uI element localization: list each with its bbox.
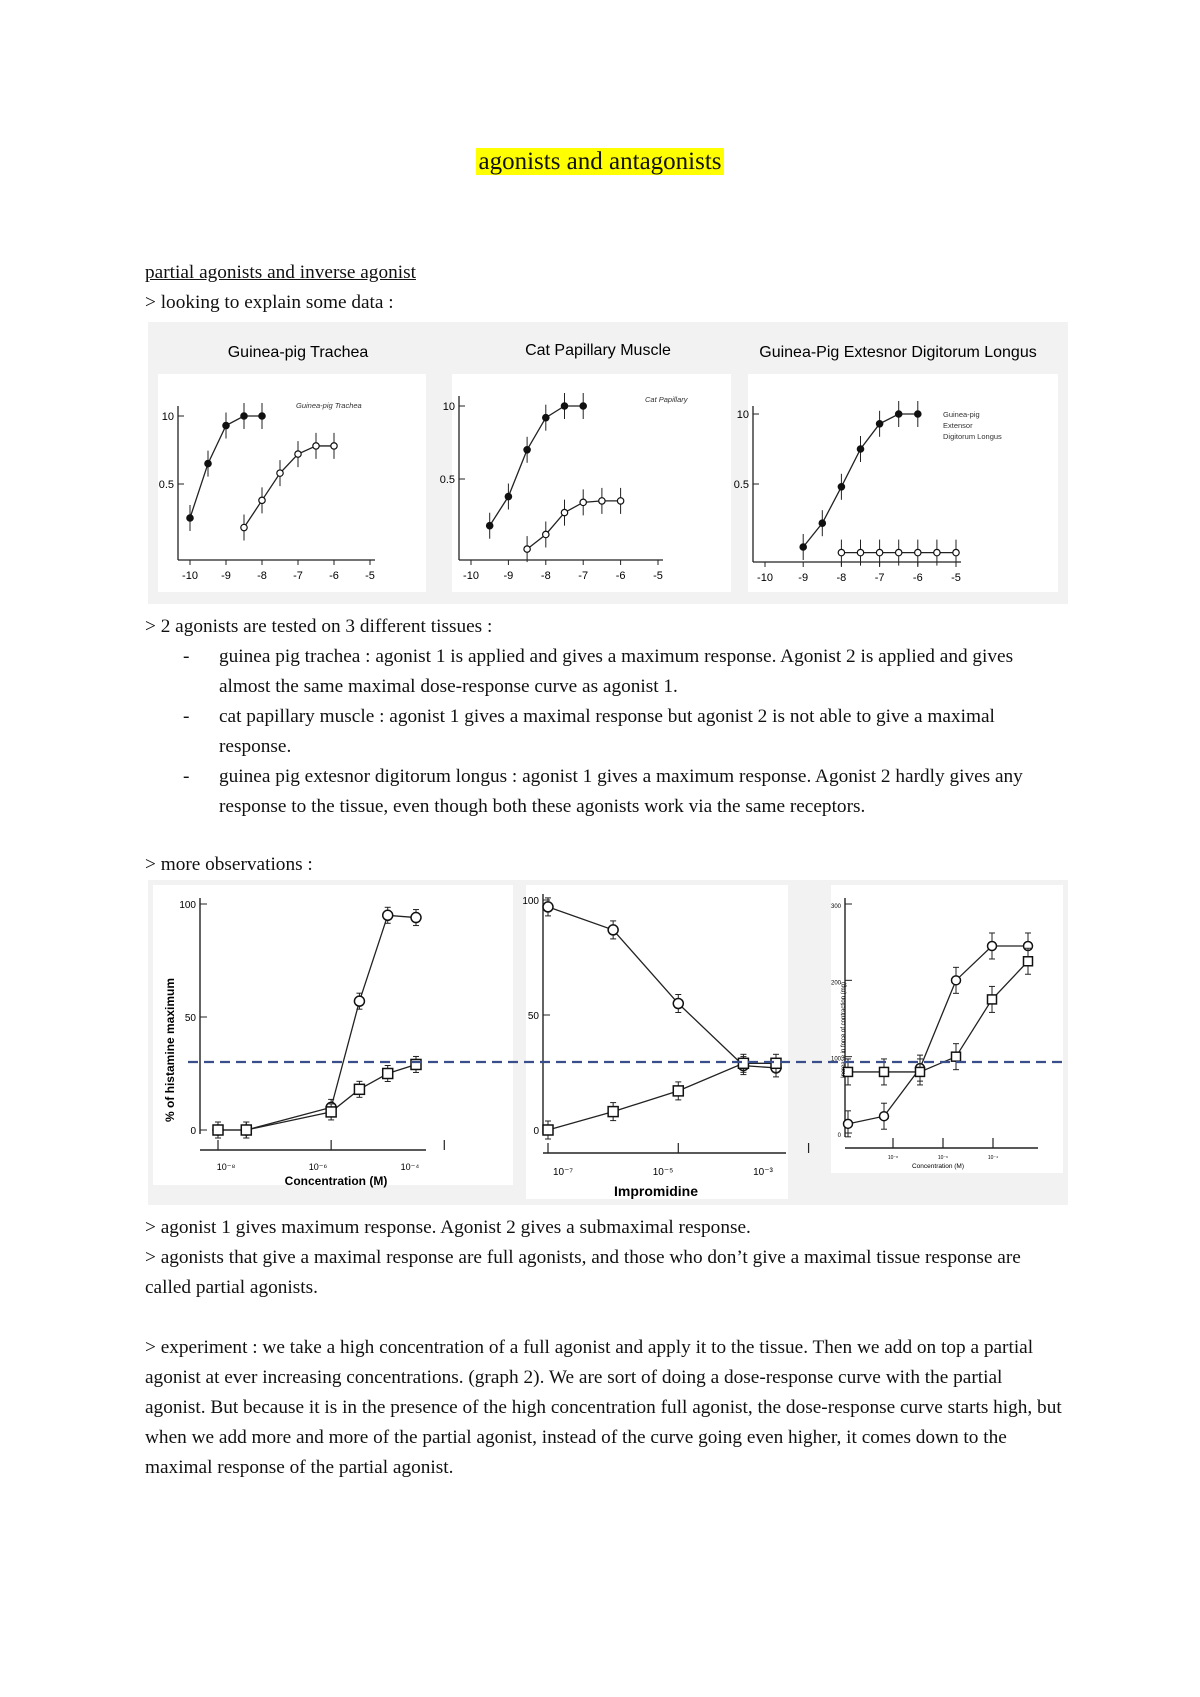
x-tick-label: -6 xyxy=(912,572,923,584)
figure1-panel2-bg xyxy=(452,374,731,592)
square-marker xyxy=(354,1084,364,1094)
agonist-1-point xyxy=(580,403,586,409)
figure1-panel1-legend: Guinea-pig Trachea xyxy=(296,401,362,410)
square-marker xyxy=(383,1069,393,1079)
figure2-panel3-xlabel: Concentration (M) xyxy=(911,1163,965,1170)
square-marker xyxy=(326,1107,336,1117)
square-marker xyxy=(771,1058,781,1068)
x-tick-label: -10 xyxy=(463,570,479,582)
figure1-panel3-title: Guinea-Pig Extesnor Digitorum Longus xyxy=(759,344,1037,361)
x-tick-label: -8 xyxy=(257,570,267,582)
figure2-panel3-bg xyxy=(831,885,1063,1173)
figure1-panel2 xyxy=(440,374,731,592)
agonist-2-point xyxy=(277,470,283,476)
agonist-2-point xyxy=(313,443,319,449)
x-tick-label: -6 xyxy=(329,570,339,582)
figure2-panel2-xtick: 10⁻⁷ xyxy=(552,1167,574,1178)
x-tick-label: -9 xyxy=(798,572,809,584)
x-tick-label: -7 xyxy=(874,572,885,584)
bullet-item: - guinea pig trachea : agonist 1 is applied and gives a maximum response. Agonist 2 is applied and gives almost the same maximal dose-response curve as agonist 1. xyxy=(145,642,1065,702)
title-text: agonists and antagonists xyxy=(478,148,722,175)
y-tick-label: 0.5 xyxy=(158,479,174,491)
agonist-2-point xyxy=(617,498,623,504)
figure1-panel1-bg xyxy=(158,374,426,592)
x-tick-label: -5 xyxy=(951,572,961,584)
tested-line: > 2 agonists are tested on 3 different tissues : xyxy=(145,616,493,637)
bullet-list xyxy=(145,642,1065,822)
circle-marker xyxy=(880,1112,889,1121)
y-tick-label: 200 xyxy=(830,980,841,987)
figure2-panel1-xtick: 10⁻⁴ xyxy=(400,1162,420,1172)
agonist-2-point xyxy=(241,524,247,530)
x-tick-label: -7 xyxy=(578,570,589,582)
agonist-1-point xyxy=(505,493,511,499)
agonist-1-point xyxy=(819,520,825,526)
figure-observations xyxy=(148,880,1068,1205)
agonist-2-point xyxy=(599,498,605,504)
more-observations: > more observations : xyxy=(145,854,313,875)
agonist-1-point xyxy=(259,413,265,419)
square-marker xyxy=(543,1125,553,1135)
square-marker xyxy=(608,1107,618,1117)
intro-line: > looking to explain some data : xyxy=(145,292,394,313)
x-tick-label: -10 xyxy=(757,572,773,584)
x-tick-label: -10 xyxy=(182,570,198,582)
y-tick-label: 50 xyxy=(527,1011,539,1022)
agonist-2-point xyxy=(896,549,902,555)
square-marker xyxy=(673,1086,683,1096)
agonist-1-point xyxy=(223,422,229,428)
square-marker xyxy=(952,1052,961,1061)
figure2-panel1-xtick: 10⁻⁸ xyxy=(216,1162,236,1172)
agonist-1-point xyxy=(205,460,211,466)
figure1-panel3-legend-3: Digitorum Longus xyxy=(943,432,1002,441)
x-tick-label: -9 xyxy=(503,570,514,582)
agonist-1-point xyxy=(857,446,863,452)
square-marker xyxy=(213,1125,223,1135)
square-marker xyxy=(988,995,997,1004)
figure2-panel2-xlabel: Impromidine xyxy=(613,1183,699,1199)
y-tick-label: 0 xyxy=(190,1126,196,1137)
square-marker xyxy=(1024,957,1033,966)
agonist-1-point xyxy=(487,523,493,529)
agonist-2-point xyxy=(915,549,921,555)
y-tick-label: 10 xyxy=(736,409,749,421)
agonist-1-point xyxy=(543,414,549,420)
agonist-2-point xyxy=(876,549,882,555)
x-tick-label: -5 xyxy=(365,570,375,582)
agonist-1-point xyxy=(876,421,882,427)
y-tick-label: 0.5 xyxy=(733,479,749,491)
agonist-2-point xyxy=(295,451,301,457)
paragraph-2: > agonists that give a maximal response are full agonists, and those who don’t give a maximal tissue response are called partial agonists. xyxy=(145,1247,1021,1298)
y-tick-label: 0 xyxy=(533,1126,539,1137)
section-heading-text: partial agonists and inverse agonist xyxy=(145,262,416,283)
agonist-2-point xyxy=(857,549,863,555)
figure1-panel3-legend-2: Extensor xyxy=(943,421,973,430)
figure1-panel3-bg xyxy=(748,374,1058,592)
circle-marker xyxy=(988,941,997,950)
agonist-2-point xyxy=(838,549,844,555)
figure-tissue-responses xyxy=(148,322,1068,604)
paragraph-3: > experiment : we take a high concentration of a full agonist and apply it to the tissue. Then we add on top a partial agonist at ever increasing concentrations. (graph 2). We are sort of doing a dose-response curve with the partial agonist. But because it is in the presence of the high concentration full agonist, the dose-response curve starts high, but when we add more and more of the partial agonist, instead of the curve going even higher, it comes down to the maximal response of the partial agonist. xyxy=(145,1337,1062,1478)
figure2-panel3-ylabel: Increase in force of contraction (mg) xyxy=(841,981,847,1079)
agonist-1-point xyxy=(187,515,193,521)
circle-marker xyxy=(844,1119,853,1128)
figure1-panel2-legend: Cat Papillary xyxy=(645,395,688,404)
circle-marker xyxy=(608,925,618,935)
agonist-2-point xyxy=(934,549,940,555)
y-tick-label: 0.5 xyxy=(439,474,455,486)
x-tick-label: -8 xyxy=(540,570,551,582)
figure1-panel1-title: Guinea-pig Trachea xyxy=(227,344,369,361)
figure1-panel3 xyxy=(734,374,1058,592)
circle-marker xyxy=(383,910,393,920)
agonist-1-point xyxy=(896,411,902,417)
square-marker xyxy=(880,1067,889,1076)
paragraph-1: > agonist 1 gives maximum response. Agonist 2 gives a submaximal response. xyxy=(145,1217,751,1238)
circle-marker xyxy=(952,976,961,985)
agonist-1-point xyxy=(915,411,921,417)
figure2-panel1-bg xyxy=(153,885,513,1185)
y-tick-label: 10 xyxy=(442,401,455,413)
circle-marker xyxy=(411,913,421,923)
bullet-item: - cat papillary muscle : agonist 1 gives a maximal response but agonist 2 is not able to give a maximal response. xyxy=(145,702,1065,762)
agonist-2-point xyxy=(543,531,549,537)
figure2-panel2-xtick: 10⁻⁵ xyxy=(652,1167,674,1178)
y-tick-label: 100 xyxy=(179,900,196,911)
agonist-1-point xyxy=(241,413,247,419)
agonist-2-point xyxy=(524,546,530,552)
square-marker xyxy=(916,1067,925,1076)
agonist-2-point xyxy=(953,549,959,555)
figure2-panel3-xtick: 10⁻⁶ xyxy=(937,1155,949,1161)
figure1-panel3-legend-1: Guinea-pig xyxy=(943,410,980,419)
agonist-2-point xyxy=(259,497,265,503)
section-heading xyxy=(145,258,1065,288)
circle-marker xyxy=(673,999,683,1009)
agonist-1-point xyxy=(800,544,806,550)
figure2-panel3-xtick: 10⁻⁴ xyxy=(987,1155,999,1161)
figure1-panel1 xyxy=(158,374,426,592)
agonist-1-point xyxy=(838,484,844,490)
y-tick-label: 0 xyxy=(837,1133,841,1139)
x-tick-label: -6 xyxy=(615,570,626,582)
square-marker xyxy=(738,1058,748,1068)
square-marker xyxy=(241,1125,251,1135)
agonist-1-point xyxy=(524,447,530,453)
y-tick-label: 300 xyxy=(830,904,841,910)
x-tick-label: -8 xyxy=(836,572,847,584)
bullet-item: - guinea pig extesnor digitorum longus : agonist 1 gives a maximum response. Agonist 2 hardly gives any response to the tissue, even though both these agonists work via the same receptors. xyxy=(145,762,1065,822)
page-title xyxy=(0,145,1200,179)
figure2-panel2-bg xyxy=(526,885,788,1199)
y-tick-label: 100 xyxy=(522,896,539,907)
figure1-panel2-title: Cat Papillary Muscle xyxy=(525,342,671,359)
x-tick-label: -7 xyxy=(293,570,303,582)
x-tick-label: -9 xyxy=(221,570,231,582)
figure2-panel2-xtick: 10⁻³ xyxy=(753,1167,773,1178)
x-tick-label: -5 xyxy=(653,570,663,582)
y-tick-label: 100 xyxy=(830,1056,841,1063)
agonist-2-point xyxy=(580,499,586,505)
agonist-1-point xyxy=(561,403,567,409)
agonist-2-point xyxy=(561,509,567,515)
circle-marker xyxy=(354,996,364,1006)
figure2-panel1-xtick: 10⁻⁶ xyxy=(308,1162,328,1172)
figure2-panel1-ylabel: % of histamine maximum xyxy=(163,977,177,1123)
agonist-2-point xyxy=(331,443,337,449)
figure2-panel1-xlabel: Concentration (M) xyxy=(284,1174,388,1188)
y-tick-label: 50 xyxy=(184,1013,196,1024)
circle-marker xyxy=(543,902,553,912)
figure2-panel3-xtick: 10⁻⁸ xyxy=(887,1155,899,1161)
y-tick-label: 10 xyxy=(161,411,174,423)
